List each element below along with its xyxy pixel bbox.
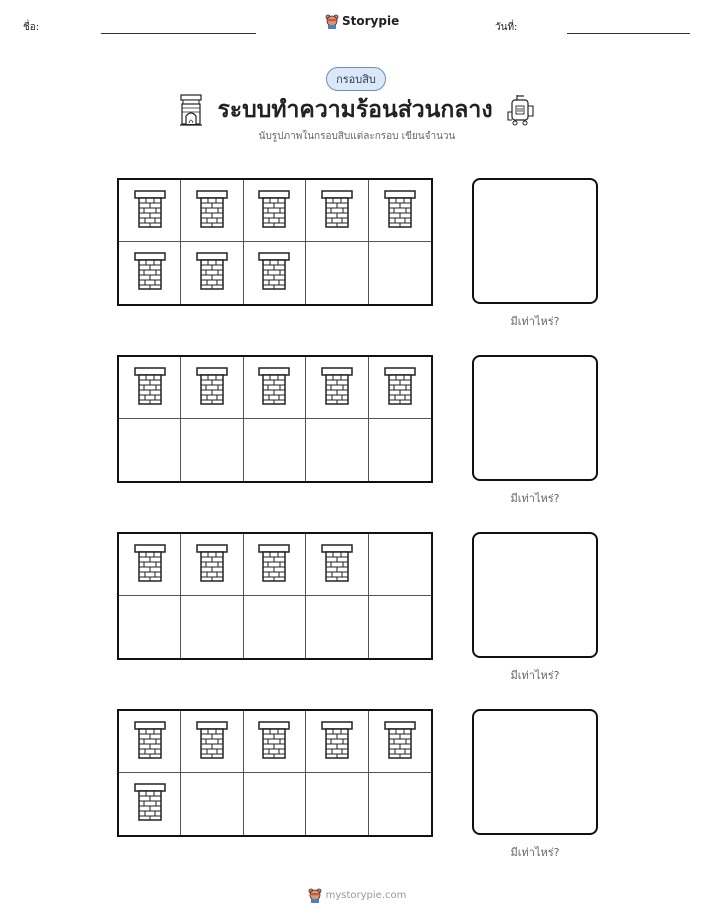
- frame-cell: [306, 242, 368, 304]
- topic-badge: กรอบสิบ: [326, 67, 386, 91]
- chimney-icon: [383, 366, 417, 410]
- brand-name: Storypie: [342, 14, 400, 28]
- frame-cell: [119, 534, 181, 596]
- frame-cell: [119, 357, 181, 419]
- ten-frame-3: [117, 532, 433, 660]
- answer-box-1[interactable]: [472, 178, 598, 304]
- chimney-icon: [257, 251, 291, 295]
- frame-cell: [306, 711, 368, 773]
- frame-cell: [181, 242, 243, 304]
- chimney-icon: [320, 720, 354, 764]
- frame-cell: [369, 711, 431, 773]
- chimney-icon: [257, 720, 291, 764]
- footer-url: mystorypie.com: [325, 889, 407, 901]
- frame-cell: [306, 419, 368, 481]
- date-line[interactable]: [567, 33, 690, 34]
- chimney-icon: [383, 720, 417, 764]
- frame-cell: [244, 180, 306, 242]
- frame-cell: [119, 242, 181, 304]
- chimney-icon: [257, 366, 291, 410]
- frame-cell: [369, 242, 431, 304]
- chimney-icon: [195, 720, 229, 764]
- frame-cell: [369, 180, 431, 242]
- title-row: [0, 92, 714, 128]
- chimney-icon: [133, 543, 167, 587]
- frame-cell: [306, 180, 368, 242]
- frame-cell: [369, 773, 431, 835]
- frame-cell: [181, 773, 243, 835]
- frame-cell: [369, 534, 431, 596]
- chimney-icon: [195, 189, 229, 233]
- chimney-icon: [257, 543, 291, 587]
- frame-cell: [119, 773, 181, 835]
- frame-cell: [244, 773, 306, 835]
- boiler-icon: [507, 94, 535, 126]
- chimney-icon: [320, 543, 354, 587]
- frame-cell: [306, 773, 368, 835]
- chimney-icon: [195, 543, 229, 587]
- frame-cell: [244, 419, 306, 481]
- frame-cell: [119, 596, 181, 658]
- frame-cell: [244, 596, 306, 658]
- chimney-icon: [195, 366, 229, 410]
- chimney-icon: [320, 366, 354, 410]
- footer: [0, 887, 714, 903]
- frame-cell: [306, 534, 368, 596]
- frame-cell: [181, 419, 243, 481]
- bear-mascot-icon: [325, 13, 339, 29]
- frame-cell: [244, 711, 306, 773]
- frame-cell: [369, 357, 431, 419]
- question-3: มีเท่าไหร่?: [510, 669, 560, 682]
- chimney-icon: [133, 720, 167, 764]
- question-4: มีเท่าไหร่?: [510, 846, 560, 859]
- frame-cell: [181, 534, 243, 596]
- frame-cell: [181, 596, 243, 658]
- answer-box-2[interactable]: [472, 355, 598, 481]
- question-1: มีเท่าไหร่?: [510, 315, 560, 328]
- frame-cell: [244, 534, 306, 596]
- fireplace-icon: [179, 94, 203, 126]
- chimney-icon: [257, 189, 291, 233]
- frame-cell: [244, 242, 306, 304]
- frame-cell: [181, 180, 243, 242]
- chimney-icon: [133, 251, 167, 295]
- date-label: วันที่:: [495, 22, 518, 33]
- ten-frame-4: [117, 709, 433, 837]
- name-line[interactable]: [101, 33, 256, 34]
- answer-box-3[interactable]: [472, 532, 598, 658]
- ten-frame-2: [117, 355, 433, 483]
- chimney-icon: [133, 366, 167, 410]
- name-label: ชื่อ:: [23, 22, 40, 33]
- chimney-icon: [383, 189, 417, 233]
- instructions: นับรูปภาพในกรอบสิบแต่ละกรอบ เขียนจำนวน: [258, 131, 456, 142]
- chimney-icon: [195, 251, 229, 295]
- chimney-icon: [133, 189, 167, 233]
- page-title: ระบบทำความร้อนส่วนกลาง: [217, 97, 493, 123]
- frame-cell: [369, 596, 431, 658]
- ten-frame-1: [117, 178, 433, 306]
- bear-mascot-icon: [308, 887, 322, 903]
- frame-cell: [369, 419, 431, 481]
- chimney-icon: [320, 189, 354, 233]
- chimney-icon: [133, 782, 167, 826]
- frame-cell: [181, 357, 243, 419]
- brand-logo: [325, 13, 399, 29]
- frame-cell: [306, 357, 368, 419]
- question-2: มีเท่าไหร่?: [510, 492, 560, 505]
- frame-cell: [119, 180, 181, 242]
- frame-cell: [306, 596, 368, 658]
- answer-box-4[interactable]: [472, 709, 598, 835]
- frame-cell: [119, 711, 181, 773]
- frame-cell: [119, 419, 181, 481]
- frame-cell: [244, 357, 306, 419]
- frame-cell: [181, 711, 243, 773]
